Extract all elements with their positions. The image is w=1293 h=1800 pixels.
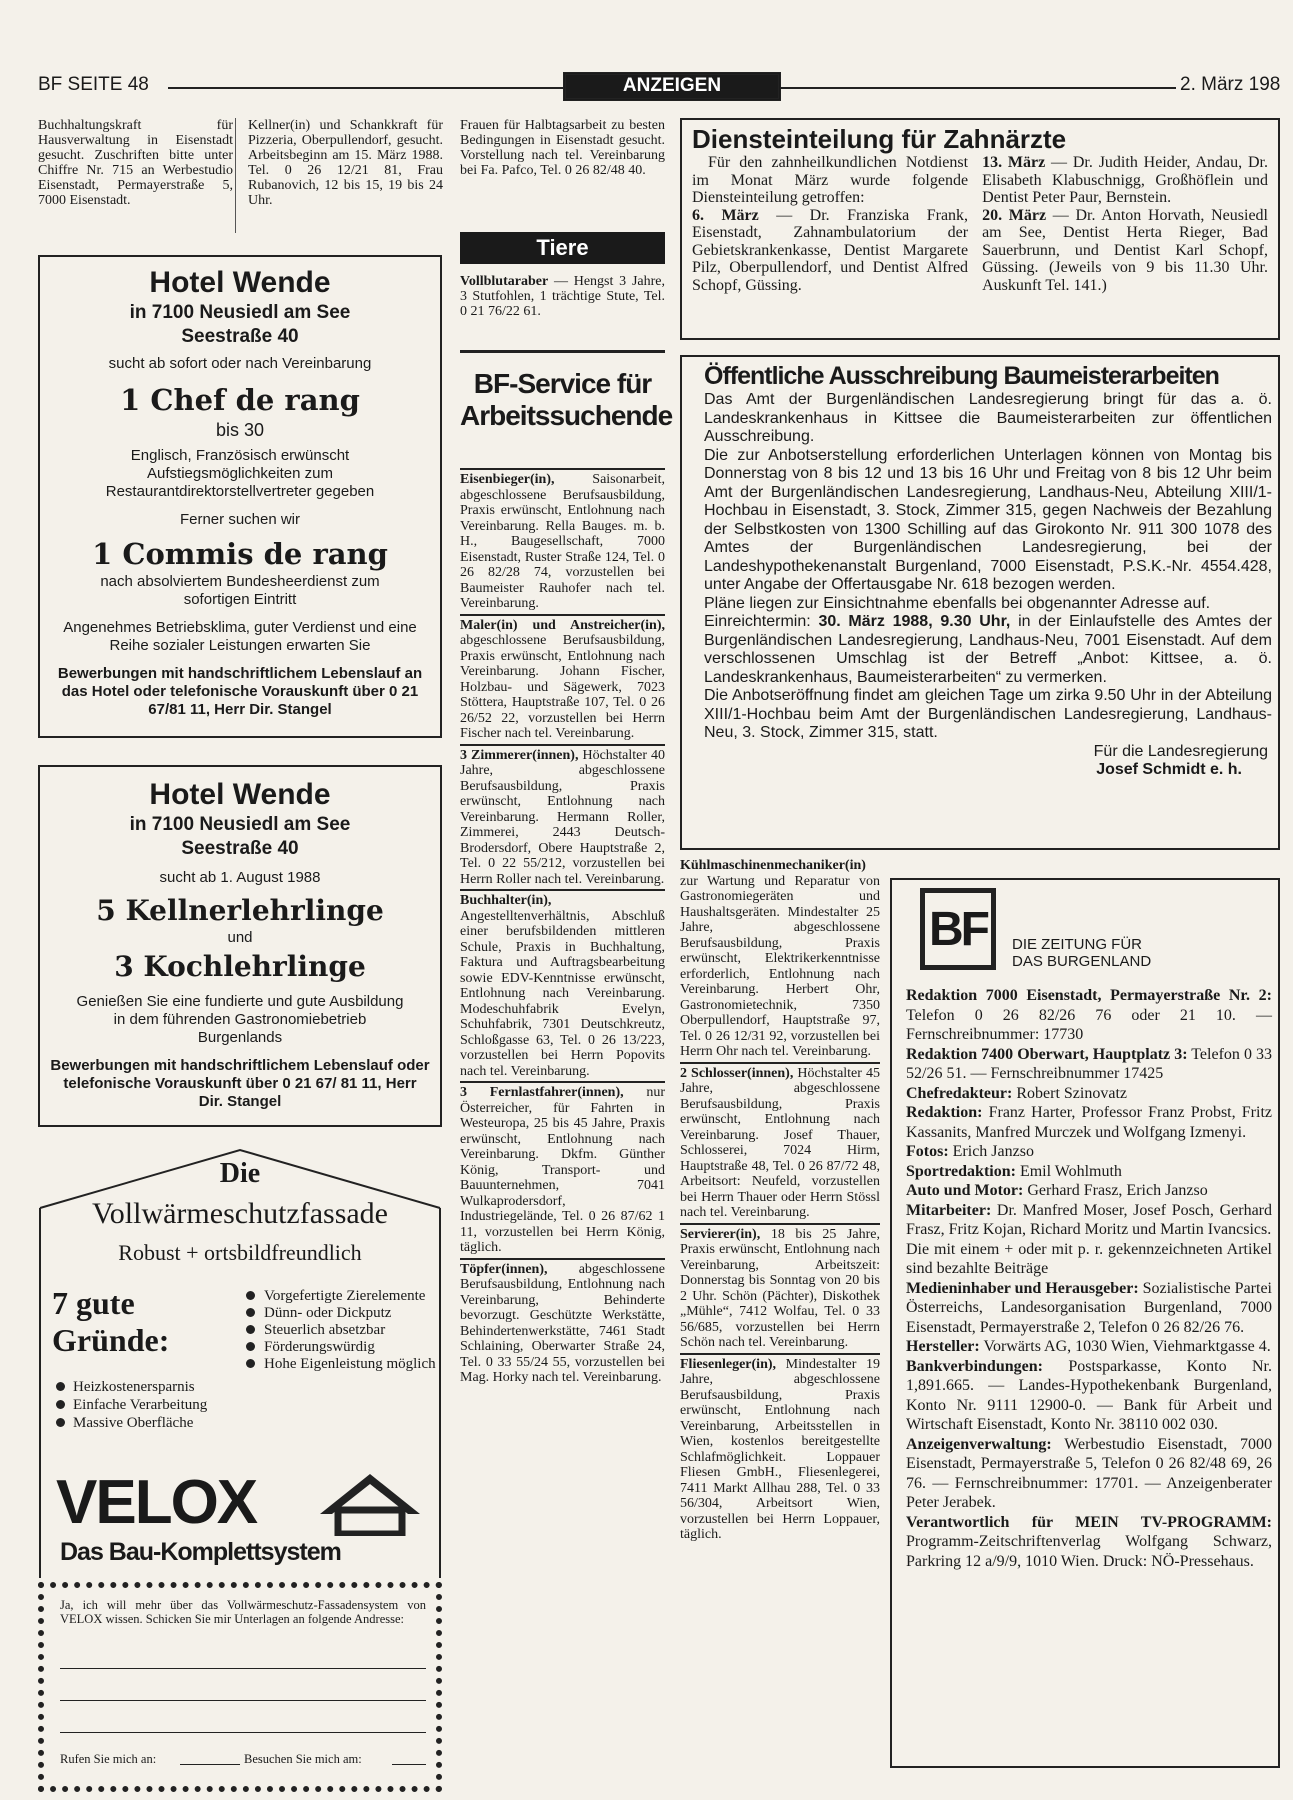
hotel-name: Hotel Wende xyxy=(149,266,331,299)
section-rule xyxy=(460,350,665,353)
dienst-intro: Für den zahnheilkundlichen Notdienst im Monat März wurde folgende Diensteinteilung getroffen: xyxy=(692,154,969,206)
coupon-text: Ja, ich will mehr über das Vollwärmeschutz-Fassadensystem von VELOX wissen. Schicken Sie mir Unterlagen an folgende Andresse: xyxy=(60,1598,426,1626)
impressum-entry: Redaktion 7000 Eisenstadt, Permayerstraße Nr. 2: Telefon 0 26 82/26 76 oder 21 10. — Fernschreibnummer: 17730 xyxy=(906,987,1272,1043)
impressum-entry: Sportredaktion: Emil Wohlmuth xyxy=(906,1162,1122,1180)
impressum-entry: Hersteller: Vorwärts AG, 1030 Wien, Viehmarktgasse 4. xyxy=(906,1338,1271,1355)
hotel-street: Seestraße 40 xyxy=(181,326,299,347)
position-title: 1 Chef de rang xyxy=(120,383,360,417)
job-listing: 3 Zimmerer(innen), Höchstalter 40 Jahre, abgeschlossene Berufsausbildung, Praxis erwünscht, Entlohnung nach Vereinbarung. Hermann Roller, Zimmerei, 2443 Deutsch-Brodersdorf, Obere Hauptstraße 2, Tel. 0 22 55/212, vorzustellen bei Herrn Roller nach tel. Vereinbarung. xyxy=(460,746,665,892)
impressum-entry: Auto und Motor: Gerhard Frasz, Erich Janzso xyxy=(906,1182,1208,1199)
velox-subtitle: Robust + ortsbildfreundlich xyxy=(118,1240,362,1265)
list-item: Heizkostenersparnis xyxy=(56,1378,236,1396)
velox-title: Vollwärmeschutzfassade xyxy=(91,1197,388,1230)
bf-logo-text: BF xyxy=(929,902,987,956)
classified-text: — Hengst 3 Jahre, 3 Stutfohlen, 1 trächtige Stute, Tel. 0 21 76/22 61. xyxy=(460,274,665,319)
tender-paragraph: Das Amt der Burgenländischen Landesregierung bringt für das a. ö. Landeskrankenhaus in Kittsee die Baumeisterarbeiten zur öffentlichen Ausschreibung. xyxy=(704,391,1272,445)
dienst-entry: 20. März — Dr. Anton Horvath, Neusiedl am See, Dentist Herta Rieger, Bad Sauerbrunn, und Dentist Karl Schopf, Güssing. (Jeweils von 9 bis 11.30 Uhr. Auskunft Tel. 141.) xyxy=(982,206,1269,294)
bf-tagline xyxy=(1012,936,1151,970)
requirement: Aufstiegsmöglichkeiten zum Restaurantdirektorstellvertreter gegeben xyxy=(105,465,375,500)
page-number: BF SEITE 48 xyxy=(38,74,149,95)
velox-tagline: Das Bau-Komplettsystem xyxy=(60,1538,341,1566)
job-listing: Maler(in) und Anstreicher(in), abgeschlossene Berufsausbildung, Praxis erwünscht, Entlohnung nach Vereinbarung. Johann Fischer, Holzbau- und Sägewerk, 7023 Stöttera, Hauptstraße 107, Tel. 0 26 26/52 22, vorzustellen bei Herrn Fischer nach tel. Vereinbarung. xyxy=(460,616,665,746)
coupon-visit-label: Besuchen Sie mich am: xyxy=(244,1752,362,1766)
coupon-border-bottom xyxy=(38,1786,442,1792)
hotel-ad-1 xyxy=(38,255,442,738)
job-listing: 2 Schlosser(innen), Höchstalter 45 Jahre, abgeschlossene Berufsausbildung, Praxis erwünscht, Entlohnung nach Vereinbarung. Josef Thauer, Schlosserei, 7024 Hirm, Hauptstraße 48, Tel. 0 26 87/72 48, Arbeitsort: Neufeld, vorzustellen bei Herrn Thauer oder Herrn Stössl nach tel. Vereinbarung. xyxy=(680,1064,880,1225)
tender-paragraph: Pläne liegen zur Einsichtnahme ebenfalls bei obgenannter Adresse auf. xyxy=(704,594,1211,612)
coupon-address-line[interactable] xyxy=(60,1732,426,1733)
hotel-intro: sucht ab sofort oder nach Vereinbarung xyxy=(108,355,372,372)
further-text: Ferner suchen wir xyxy=(179,511,301,528)
impressum-entry: Verantwortlich für MEIN TV-PROGRAMM: Programm-Zeitschriftenverlag Wolfgang Schwarz, Parkring 12 a/9/9, 1010 Wien. Druck: NÖ-Pressehaus. xyxy=(906,1513,1272,1570)
classified-text: Kellner(in) und Schankkraft für Pizzeria, Oberpullendorf, gesucht. Arbeitsbeginn am 15. März 1988. Tel. 0 26 12/21 81, Frau Rubanovich, 12 bis 15, 19 bis 24 Uhr. xyxy=(248,118,443,208)
and-text: und xyxy=(227,929,253,946)
coupon-border-right xyxy=(436,1582,442,1792)
impressum-box xyxy=(890,878,1280,1768)
application-info: Bewerbungen mit handschriftlichem Lebenslauf oder telefonische Vorauskunft über 0 21 67/ 81 11, Herr Dir. Stangel xyxy=(50,1057,430,1110)
position-title: 5 Kellnerlehrlinge xyxy=(96,894,384,927)
issue-date: 2. März 198 xyxy=(1180,74,1281,95)
dienst-entry: 6. März — Dr. Franziska Frank, Eisenstadt, Zahnambulatorium der Gebietskrankenkasse, Dentist Margarete Pilz, Oberpullendorf, und Dentist Alfred Schopf, Güssing. xyxy=(692,206,969,294)
list-item: Einfache Verarbeitung xyxy=(56,1396,236,1414)
position-age: bis 30 xyxy=(215,420,265,440)
tagline-line: DIE ZEITUNG FÜR xyxy=(1012,936,1142,953)
impressum-entry: Redaktion: Franz Harter, Professor Franz Probst, Fritz Kassanits, Manfred Murczek und Wolfgang Izmenyi. xyxy=(906,1104,1272,1141)
list-item: Steuerlich absetzbar xyxy=(246,1322,436,1339)
list-item: Massive Oberfläche xyxy=(56,1414,236,1432)
classified-kellner xyxy=(248,118,443,208)
job-listing: Servierer(in), 18 bis 25 Jahre, Praxis erwünscht, Entlohnung nach Vereinbarung, Arbeitszeit: Donnerstag bis Sonntag von 20 bis 2 Uhr. Schön (Pächter), Diskothek „Mühle“, 7412 Wolfau, Tel. 0 33 56/685, vorzustellen bei Herrn Schön nach tel. Vereinbarung. xyxy=(680,1225,880,1355)
coupon-call-label: Rufen Sie mich an: xyxy=(60,1752,157,1766)
impressum-entry: Medieninhaber und Herausgeber: Sozialistische Partei Österreichs, Landesorganisation Burgenland, 7000 Eisenstadt, Permayerstraße 2, Telefon 0 26 82/26 76. xyxy=(906,1279,1272,1336)
impressum-entry: Mitarbeiter: Dr. Manfred Moser, Josef Posch, Gerhard Frasz, Fritz Kojan, Richard Moritz und Martin Ivancsics. xyxy=(906,1201,1272,1238)
coupon-call-line[interactable] xyxy=(180,1764,240,1765)
dienst-right xyxy=(982,154,1268,294)
dienst-left xyxy=(692,154,968,294)
header-rule-left xyxy=(168,87,563,89)
dienst-title: Diensteinteilung für Zahnärzte xyxy=(692,124,1067,154)
tender-title: Öffentliche Ausschreibung Baumeisterarbeiten xyxy=(704,362,1219,390)
tender-paragraph: Die Anbotseröffnung findet am gleichen Tage um zirka 9.50 Uhr in der Abteilung XIII/1-Hochbau beim Amt der Burgenländischen Landesregierung, Landhaus-Neu, 3. Stock, Zimmer 315, statt. xyxy=(704,687,1272,741)
offer-text: Genießen Sie eine fundierte und gute Ausbildung in dem führenden Gastronomiebetrieb Burgenlands xyxy=(76,993,404,1046)
velox-gute: 7 gute xyxy=(52,1285,135,1321)
job-list-col2 xyxy=(460,468,665,1388)
coupon-visit-line[interactable] xyxy=(392,1764,426,1765)
coupon-address-line[interactable] xyxy=(60,1700,426,1701)
impressum-entry: Bankverbindungen: Postsparkasse, Konto Nr. 1,891.665. — Landes-Hypothekenbank Burgenland, Konto Nr. 9111 12900-0. — Bank für Arbeit und Wirtschaft Eisenstadt, Konto Nr. 38110 002 030. xyxy=(906,1357,1272,1433)
dienst-box xyxy=(680,118,1280,340)
classified-title: Vollblutaraber xyxy=(460,274,549,289)
tender-paragraph: Die zur Anbotserstellung erforderlichen Unterlagen können von Montag bis Donnerstag von 8 bis 12 und 13 bis 16 Uhr und Freitag von 8 bis 12 Uhr beim Amt der Burgenländischen Landesregierung, Landhaus-Neu, Abteilung XIII/1-Hochbau in Eisenstadt, 3. Stock, Zimmer 315, gegen Nachweis der Bezahlung der Selbstkosten von 1300 Schilling auf das Girokonto Nr. 911 300 1078 des Amtes der Burgenländischen Landesregierung, bei der Landeshypothekenanstalt Burgenland, 7000 Eisenstadt, P.S.K.-Nr. 4554.428, unter Angabe der Offertausgabe Nr. 618 bezogen werden. xyxy=(704,446,1272,593)
list-item: Vorgefertigte Zierelemente xyxy=(246,1288,436,1305)
job-listing: Kühlmaschinenmechaniker(in) zur Wartung und Reparatur von Gastronomiegeräten und Haushaltsgeräten. Mindestalter 25 Jahre, abgeschlossene Berufsausbildung, Praxis erwünscht, Elektrikerkenntnisse erforderlich, Entlohnung nach Vereinbarung. Herbert Ohr, Gastronomietechnik, 7350 Oberpullendorf, Hauptstraße 97, Tel. 0 26 12/31 92, vorzustellen bei Herrn Ohr nach tel. Vereinbarung. xyxy=(680,856,880,1064)
hotel-ad-2 xyxy=(38,765,442,1127)
tender-body xyxy=(704,391,1272,780)
coupon-address-line[interactable] xyxy=(60,1668,426,1669)
dienst-entry: 13. März — Dr. Judith Heider, Andau, Dr. Elisabeth Klabuschnigg, Großhöflein und Dentist Peter Paur, Bernstein. xyxy=(982,154,1268,206)
classified-frauen xyxy=(460,118,665,178)
service-title: BF-Service für Arbeitssuchende xyxy=(460,368,673,431)
velox-gruende: Gründe: xyxy=(52,1322,170,1358)
impressum-entry: Redaktion 7400 Oberwart, Hauptplatz 3: Telefon 0 33 52/26 51. — Fernschreibnummer 17425 xyxy=(906,1045,1272,1082)
classified-vollblut xyxy=(460,274,665,319)
job-listing: Eisenbieger(in), Saisonarbeit, abgeschlossene Berufsausbildung, Praxis erwünscht, Entlohnung nach Vereinbarung. Rella Bauges. m. b. H., Baugesellschaft, 7000 Eisenstadt, Ruster Straße 124, Tel. 0 26 82/28 74, vorzustellen bei Baumeister Rauhofer nach tel. Vereinbarung. xyxy=(460,468,665,616)
hotel-street: Seestraße 40 xyxy=(181,838,299,859)
impressum-entries xyxy=(906,986,1272,1571)
velox-logo: VELOX xyxy=(56,1468,257,1537)
job-list-col3 xyxy=(680,856,880,1545)
coupon-border-left xyxy=(38,1582,44,1792)
list-item: Hohe Eigenleistung möglich xyxy=(246,1356,436,1373)
tender-box xyxy=(680,355,1280,850)
impressum-entry: Chefredakteur: Robert Szinovatz xyxy=(906,1084,1127,1102)
coupon-border-top xyxy=(38,1582,442,1588)
position-title: 3 Kochlehrlinge xyxy=(114,950,366,983)
impressum-entry: Anzeigenverwaltung: Werbestudio Eisenstadt, 7000 Eisenstadt, Permayerstraße 5, Telefon 0 26 82/48 69, 26 76. — Fernschreibnummer: 17701. — Anzeigenberater Peter Jerabek. xyxy=(906,1435,1272,1511)
classified-text: Frauen für Halbtagsarbeit zu besten Bedingungen in Eisenstadt gesucht. Vorstellung nach tel. Vereinbarung bei Fa. Pafco, Tel. 0 26 82/48 40. xyxy=(460,118,665,178)
hotel-city: in 7100 Neusiedl am See xyxy=(129,302,351,323)
tender-sign2: Josef Schmidt e. h. xyxy=(1096,761,1242,778)
job-listing: Töpfer(innen), abgeschlossene Berufsausbildung, Entlohnung nach Vereinbarung, Behinderte bevorzugt. Geschützte Werkstätte, Behindertenwerkstätte, 7461 Stadt Schlaining, Oberwarter Straße 24, Tel. 0 33 55/24 55, vorzustellen bei Mag. Horky nach tel. Vereinbarung. xyxy=(460,1261,665,1385)
position-title: 1 Commis de rang xyxy=(92,537,388,571)
velox-left-list xyxy=(56,1378,236,1432)
tender-sign1: Für die Landesregierung xyxy=(1093,742,1268,760)
job-listing: Buchhalter(in), Angestelltenverhältnis, Abschluß einer berufsbildenden mittleren Schule, Praxis in Buchhaltung, Faktura und Auftragsbearbeitung sowie EDV-Kenntnisse erwünscht, Entlohnung nach Vereinbarung. Modeschuhfabrik Evelyn, Schuhfabrik, 7301 Deutschkreutz, Schloßgasse 63, Tel. 0 26 13/223, vorzustellen bei Herrn Popovits nach tel. Vereinbarung. xyxy=(460,891,665,1083)
classified-buchhaltungskraft xyxy=(38,118,233,208)
offer-text: Angenehmes Betriebsklima, guter Verdienst und eine Reihe sozialer Leistungen erwarten Sie xyxy=(63,619,417,654)
house-icon xyxy=(316,1470,424,1536)
job-listing: 3 Fernlastfahrer(innen), nur Österreicher, für Fahrten in Westeuropa, 25 bis 45 Jahre, Praxis erwünscht, Entlohnung nach Vereinbarung. Dkfm. Günther König, Transport- und Bauunternehmen, 7041 Wulkaprodersdorf, Industriegelände, Tel. 0 26 87/62 1 11, vorzustellen bei Herrn König, täglich. xyxy=(460,1083,665,1260)
impressum-entry: Fotos: Erich Janzso xyxy=(906,1143,1034,1160)
tagline-line: DAS BURGENLAND xyxy=(1012,953,1152,970)
hotel-name: Hotel Wende xyxy=(149,778,331,811)
job-listing: Fliesenleger(in), Mindestalter 19 Jahre, abgeschlossene Berufsausbildung, Praxis erwünscht, Entlohnung nach Vereinbarung, Arbeitsstellen in Wien, kostenlos bereitgestellte Schlafmöglichkeit. Loppauer Fliesen GmbH., Fliesenlegerei, 7411 Markt Allhau 288, Tel. 0 33 56/304, Arbeitsort Wien, vorzustellen bei Herrn Loppauer, täglich. xyxy=(680,1356,880,1542)
application-info: Bewerbungen mit handschriftlichem Lebenslauf an das Hotel oder telefonische Vorauskunft über 0 21 67/81 11, Herr Dir. Stangel xyxy=(57,665,423,718)
hotel-intro: sucht ab 1. August 1988 xyxy=(159,869,321,886)
requirement: Englisch, Französisch erwünscht xyxy=(130,447,350,464)
impressum-entry: Die mit einem + oder mit p. r. gekennzeichneten Artikel sind bezahlte Beiträge xyxy=(906,1240,1272,1277)
classified-text: Buchhaltungskraft für Hausverwaltung in Eisenstadt gesucht. Zuschriften bitte unter Chiffre Nr. 715 an Werbestudio Eisenstadt, Permayerstraße 5, 7000 Eisenstadt. xyxy=(38,118,233,208)
list-item: Dünn- oder Dickputz xyxy=(246,1305,436,1322)
header-rule-right xyxy=(781,87,1176,89)
tender-paragraph: Einreichtermin: 30. März 1988, 9.30 Uhr, in der Einlaufstelle des Amtes der Burgenländischen Landesregierung, Landhaus-Neu, 7001 Eisenstadt. Auf dem verschlossenen Umschlag ist der Betreff „Anbot: Kittsee, a. ö. Landeskrankenhaus, Baumeisterarbeiten“ zu vermerken. xyxy=(704,613,1272,686)
bf-logo xyxy=(920,888,996,970)
tiere-heading: Tiere xyxy=(460,232,665,264)
hotel-city: in 7100 Neusiedl am See xyxy=(129,814,351,835)
velox-right-list xyxy=(246,1288,436,1373)
velox-die: Die xyxy=(219,1158,261,1189)
requirement: nach absolviertem Bundesheerdienst zum sofortigen Eintritt xyxy=(100,573,380,608)
section-label: ANZEIGEN xyxy=(563,72,781,101)
column-rule xyxy=(235,118,236,233)
list-item: Förderungswürdig xyxy=(246,1339,436,1356)
